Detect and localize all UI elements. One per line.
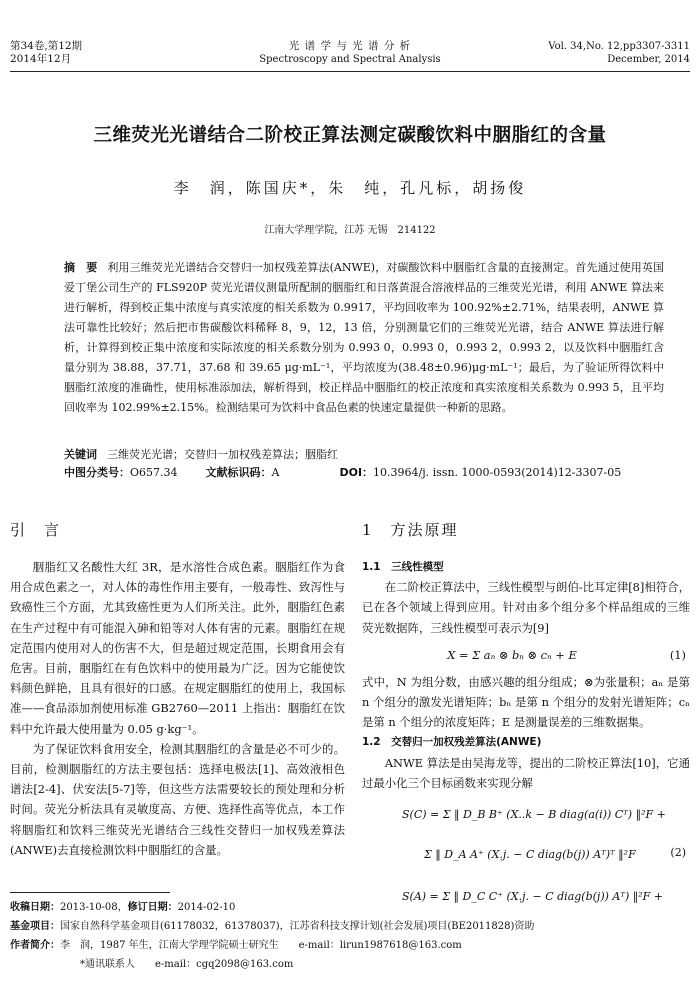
journal-header bbox=[0, 40, 700, 88]
fund-label: 基金项目： bbox=[10, 921, 60, 932]
equation-2-line-2: Σ ‖ D_A A⁺ (X.j. − C diag(b(j)) Aᵀ)ᵀ ‖²F bbox=[424, 848, 636, 862]
abstract-label: 摘 要 bbox=[64, 261, 98, 274]
volume-pages: Vol. 34,No. 12,pp3307-3311 bbox=[548, 41, 690, 52]
page-info bbox=[548, 40, 690, 66]
revised-label: 修订日期： bbox=[127, 902, 178, 913]
intro-paragraph-1: 胭脂红又名酸性大红 3R，是水溶性合成色素。胭脂红作为食用合成色素之一，对人体的毒性作用主要有，一般毒性、致泻性与致癌性三个方面，尤其致癌性更为人们所关注。此外，胭脂红色素在生产过程中有可能混入砷和铅等对人体有害的元素。胭脂红在规定范围内使用对人的伤害不大，但是超过规定范围，长期食用会有危害。目前，胭脂红在有色饮料中的使用最为广泛。因为它能使饮料颜色鲜艳，且具有很好的口感。在规定胭脂红的使用上，我国标准——食品添加剂使用标准 GB2760—2011 上指出：胭脂红在饮料中允许最大使用量为 0.05 g·kg⁻¹。 bbox=[10, 560, 345, 736]
doc-code-label: 文献标识码： bbox=[205, 466, 272, 479]
affiliation: 江南大学理学院，江苏 无锡 214122 bbox=[264, 225, 436, 236]
received-date: 2013-10-08， bbox=[60, 902, 128, 913]
method-paragraph-3: ANWE 算法是由吴海龙等，提出的二阶校正算法[10]，它通过最小化三个目标函数来实现分解 bbox=[362, 755, 690, 790]
right-column bbox=[362, 557, 690, 911]
equation-2 bbox=[362, 793, 690, 911]
clc-value: O657.34 bbox=[130, 466, 178, 479]
volume-issue: 第34卷,第12期 bbox=[10, 40, 83, 52]
footnotes bbox=[10, 898, 690, 974]
keywords-text: 三维荧光光谱；交替归一加权残差算法；胭脂红 bbox=[107, 448, 338, 461]
journal-name-cn: 光 谱 学 与 光 谱 分 析 bbox=[288, 40, 412, 52]
equation-1-body: X = Σ aₙ ⊗ bₙ ⊗ cₙ + E bbox=[447, 647, 577, 662]
intro-heading: 引 言 bbox=[10, 521, 62, 539]
method-paragraph-2: 式中，N 为组分数，由感兴趣的组分组成；⊗为张量积；aₙ 是第 n 个组分的激发光谱矩阵；bₙ 是第 n 个组分的发射光谱矩阵；cₙ 是第 n 个组分的浓度矩阵；E 是测量误差的三维数据集。 bbox=[362, 674, 690, 730]
doi-value: 10.3964/j. issn. 1000-0593(2014)12-3307-05 bbox=[373, 466, 622, 479]
doi-label: DOI： bbox=[339, 466, 374, 479]
doc-code-value: A bbox=[271, 466, 280, 479]
intro-paragraph-2: 为了保证饮料食用安全，检测其胭脂红的含量是必不可少的。目前，检测胭脂红的方法主要包括：选择电极法[1]、高效液相色谱法[2-4]、伏安法[5-7]等，但这些方法需要较长的预处理和分析时间。荧光分析法具有灵敏度高、方便、选择性高等优点，本工作将胭脂红和饮料三维荧光光谱结合三线性交替归一加权残差算法(ANWE)去直接检测饮料中胭脂红的含量。 bbox=[10, 741, 345, 857]
footnote-fund bbox=[10, 917, 690, 936]
paper-title: 三维荧光光谱结合二阶校正算法测定碳酸饮料中胭脂红的含量 bbox=[93, 125, 607, 146]
journal-name-en: Spectroscopy and Spectral Analysis bbox=[259, 54, 441, 65]
equation-2-number: (2) bbox=[670, 846, 686, 860]
author-bio-label: 作者简介： bbox=[10, 940, 60, 951]
equation-2-line-1: S(C) = Σ ‖ D_B B⁺ (X..k − B diag(a(i)) Cᵀ) ‖²F + bbox=[402, 808, 666, 822]
issue-date-en: December, 2014 bbox=[607, 54, 690, 65]
header-rule bbox=[10, 71, 690, 72]
keywords bbox=[64, 446, 684, 464]
fund-text: 国家自然科学基金项目(61178032，61378037)，江苏省科技支撑计划(社会发展)项目(BE2011828)资助 bbox=[60, 921, 535, 932]
received-label: 收稿日期： bbox=[10, 902, 60, 913]
footnote-rule bbox=[10, 892, 170, 893]
author-list: 李 润，陈国庆*，朱 纯，孔凡标，胡扬俊 bbox=[173, 179, 527, 197]
issue-date-cn: 2014年12月 bbox=[10, 53, 72, 65]
method-paragraph-1: 在二阶校正算法中，三线性模型与朗伯-比耳定律[8]相符合，已在各个领域上得到应用。针对由多个组分多个样品组成的三维荧光数据阵，三线性模型可表示为[9] bbox=[362, 580, 690, 635]
classification-line bbox=[64, 464, 684, 482]
equation-2-line-3: S(A) = Σ ‖ D_C C⁺ (X.j. − C diag(b(j)) Aᵀ) ‖²F + bbox=[402, 890, 664, 904]
clc-label: 中图分类号： bbox=[64, 466, 130, 479]
footnote-author bbox=[10, 936, 690, 955]
equation-1 bbox=[362, 638, 690, 672]
abstract bbox=[64, 258, 664, 418]
subsection-1-1: 1.1 三线性模型 bbox=[362, 561, 444, 573]
subsection-1-2: 1.2 交替归一加权残差算法(ANWE) bbox=[362, 736, 542, 749]
revised-date: 2014-02-10 bbox=[177, 902, 236, 913]
author-bio-text: 李 润，1987 年生，江南大学理学院硕士研究生 e-mail：lirun1987618@163.com bbox=[60, 940, 462, 951]
method-heading: 1 方法原理 bbox=[362, 521, 459, 539]
footnote-dates bbox=[10, 898, 690, 917]
footnote-corresponding: *通讯联系人 e-mail：cgq2098@163.com bbox=[80, 959, 294, 970]
equation-1-number: (1) bbox=[669, 647, 686, 662]
keywords-label: 关键词 bbox=[64, 448, 97, 461]
left-column bbox=[10, 557, 345, 860]
abstract-text: 利用三维荧光光谱结合交替归一加权残差算法(ANWE)，对碳酸饮料中胭脂红含量的直接测定。首先通过使用英国爱丁堡公司生产的 FLS920P 荧光光谱仪测量所配制的胭脂红和日落黄混合溶液样品的三维荧光光谱，利用 ANWE 算法来进行解析，得到校正集中浓度与真实浓度的相关系数为 0.9917，平均回收率为 100.92%±2.71%，结果表明，ANWE 算法可靠性比较好；然后把市售碳酸饮料稀释 8，9，12，13 倍，分别测量它们的三维荧光光谱，结合 ANWE 算法进行解析，计算得到校正集中浓度和实际浓度的相关系数分别为 0.993 0，0.993 0，0.993 2，0.993 2，以及饮料中胭脂红含量分别为 38.88，37.71，37.68 和 39.65 μg·mL⁻¹，平均浓度为(38.48±0.96)μg·mL⁻¹；最后，为了验证所得饮料中胭脂红浓度的准确性，使用标准添加法，解析得到，校正样品中胭脂红的校正浓度和真实浓度相关系数为 0.993 5，且平均回收率为 102.99%±2.15%。检测结果可为饮料中食品色素的快速定量提供一种新的思路。 bbox=[64, 261, 665, 414]
